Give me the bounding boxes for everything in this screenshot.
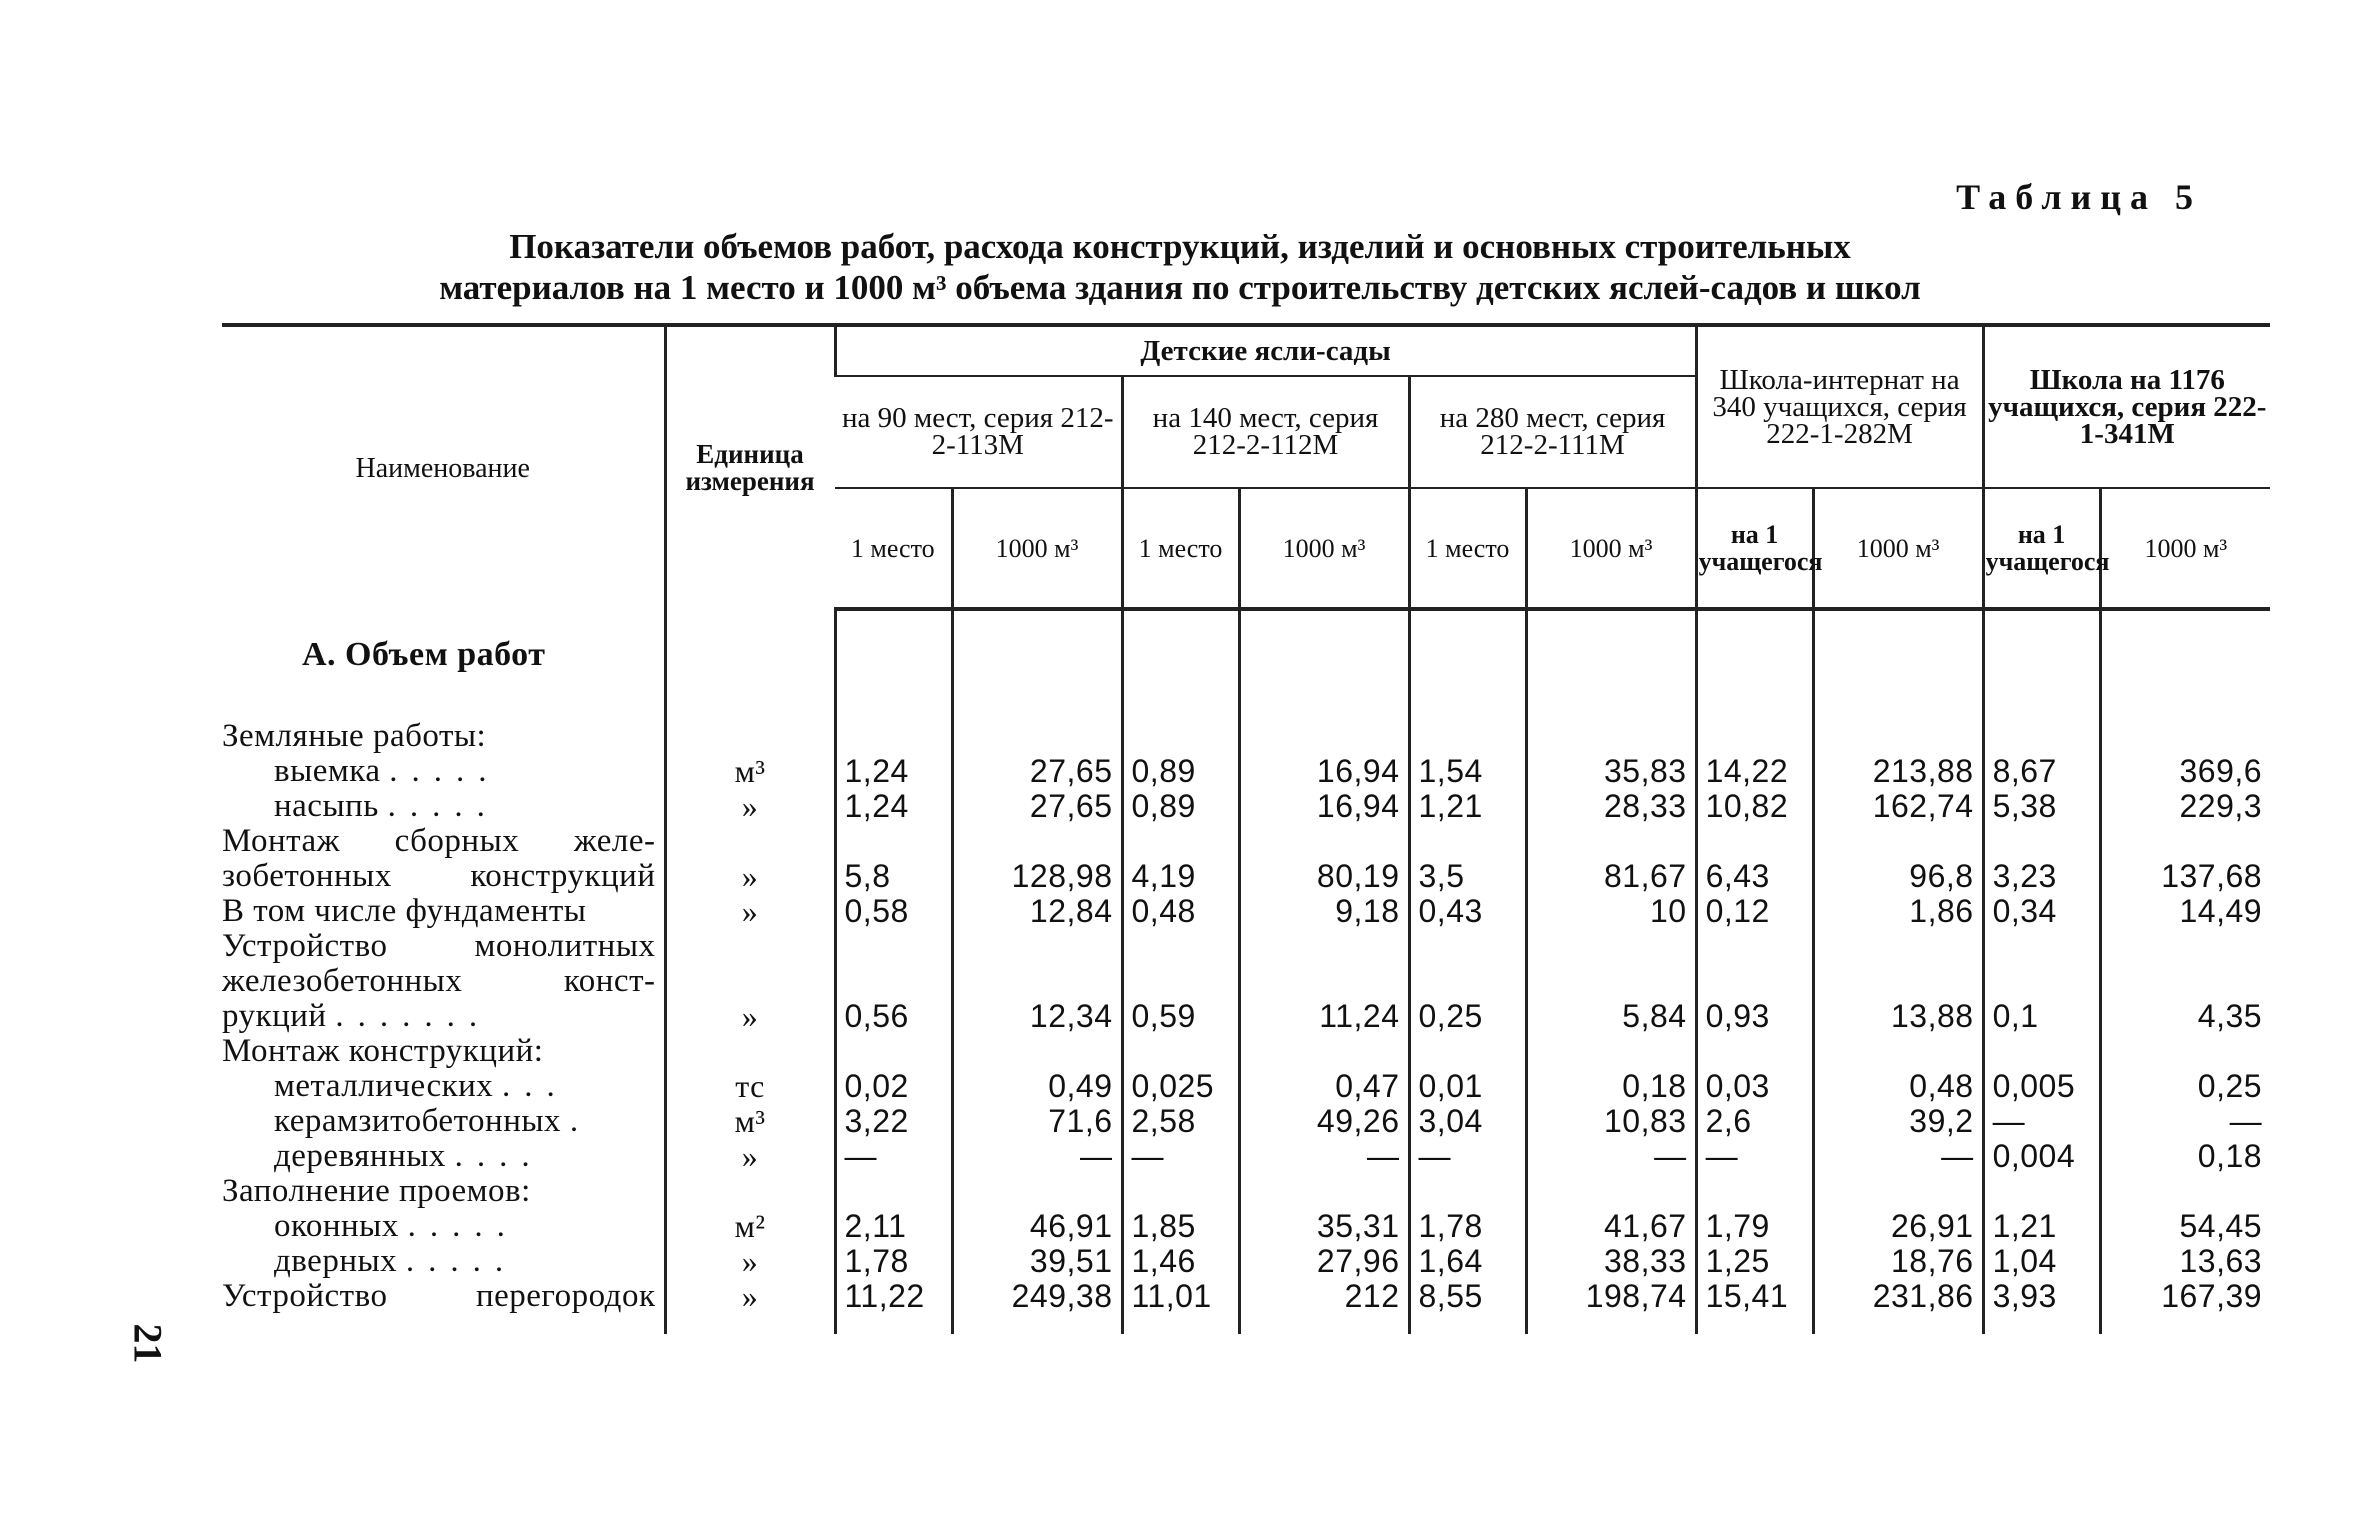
- row-unit: »: [665, 894, 835, 929]
- header-per-1000: 1000 м³: [2100, 488, 2270, 609]
- header-kg-280: на 280 мест, серия 212-2-111М: [1409, 376, 1696, 488]
- header-per-place: 1 место: [1409, 488, 1526, 609]
- table-cell: 12,34: [952, 999, 1122, 1034]
- table-row: [222, 964, 2270, 999]
- row-group-label: Земляные работы:: [222, 718, 487, 754]
- table-cell: 137,68: [2100, 859, 2270, 894]
- title-line-2: материалов на 1 место и 1000 м³ объема здания по строительству детских яслей-садов и школ: [439, 268, 1921, 307]
- header-school: Школа на 1176 учащихся, серия 222-1-341М: [1983, 325, 2270, 488]
- table-cell: 14,49: [2100, 894, 2270, 929]
- row-label: керамзитобетонных .: [274, 1103, 593, 1139]
- table-cell: 0,93: [1696, 999, 1813, 1034]
- table-label: Таблица 5: [1956, 177, 2202, 217]
- header-per-1000: 1000 м³: [1813, 488, 1983, 609]
- row-label: рукций .......: [222, 998, 492, 1034]
- table-cell: 162,74: [1813, 789, 1983, 824]
- table-cell: —: [1409, 1139, 1526, 1174]
- table-cell: 0,18: [2100, 1139, 2270, 1174]
- row-label: деревянных ....: [274, 1138, 544, 1174]
- table-cell: 71,6: [952, 1104, 1122, 1139]
- table-cell: 0,004: [1983, 1139, 2100, 1174]
- header-per-pupil: на 1 учащегося: [1983, 488, 2100, 609]
- table-cell: 1,78: [1409, 1209, 1526, 1244]
- table-cell: 0,01: [1409, 1069, 1526, 1104]
- table-cell: 0,89: [1122, 789, 1239, 824]
- table-cell: —: [1122, 1139, 1239, 1174]
- table-cell: 212: [1239, 1279, 1409, 1314]
- table-cell: 28,33: [1526, 789, 1696, 824]
- table-row: [222, 999, 2270, 1034]
- leader-dots: ...: [502, 1068, 569, 1104]
- table-cell: 249,38: [952, 1279, 1122, 1314]
- table-title: [230, 226, 2130, 308]
- table-cell: 8,67: [1983, 754, 2100, 789]
- table-cell: 3,22: [835, 1104, 952, 1139]
- table-cell: 13,63: [2100, 1244, 2270, 1279]
- table-cell: 11,24: [1239, 999, 1409, 1034]
- table-cell: 1,04: [1983, 1244, 2100, 1279]
- row-unit: »: [665, 1244, 835, 1279]
- row-label: железобетонных конст-: [222, 963, 656, 999]
- table-cell: 2,11: [835, 1209, 952, 1244]
- table-cell: 1,78: [835, 1244, 952, 1279]
- table-cell: 198,74: [1526, 1279, 1696, 1314]
- data-table: [222, 323, 2270, 1334]
- table-cell: 35,31: [1239, 1209, 1409, 1244]
- table-cell: 5,84: [1526, 999, 1696, 1034]
- table-cell: 3,04: [1409, 1104, 1526, 1139]
- table-cell: 0,47: [1239, 1069, 1409, 1104]
- table-cell: 46,91: [952, 1209, 1122, 1244]
- header-per-place: 1 место: [835, 488, 952, 609]
- table-cell: 213,88: [1813, 754, 1983, 789]
- table-cell: 1,86: [1813, 894, 1983, 929]
- table-cell: 0,1: [1983, 999, 2100, 1034]
- row-unit: »: [665, 1279, 835, 1314]
- table-cell: 3,23: [1983, 859, 2100, 894]
- table-cell: —: [952, 1139, 1122, 1174]
- table-cell: 16,94: [1239, 789, 1409, 824]
- row-unit: м³: [665, 754, 835, 789]
- table-cell: 0,48: [1813, 1069, 1983, 1104]
- table-cell: 0,025: [1122, 1069, 1239, 1104]
- table-row: [222, 1139, 2270, 1174]
- table-row: [222, 1174, 2270, 1209]
- row-group-label: Заполнение проемов:: [222, 1173, 531, 1209]
- table-cell: 3,5: [1409, 859, 1526, 894]
- table-cell: 96,8: [1813, 859, 1983, 894]
- table-cell: 11,01: [1122, 1279, 1239, 1314]
- table-cell: 2,6: [1696, 1104, 1813, 1139]
- table-cell: 5,8: [835, 859, 952, 894]
- leader-dots: .....: [387, 788, 499, 824]
- table-cell: 369,6: [2100, 754, 2270, 789]
- table-cell: 0,89: [1122, 754, 1239, 789]
- table-cell: —: [1983, 1104, 2100, 1139]
- row-label: выемка .....: [274, 753, 501, 789]
- table-cell: 41,67: [1526, 1209, 1696, 1244]
- table-row: [222, 894, 2270, 929]
- table-cell: 11,22: [835, 1279, 952, 1314]
- leader-dots: ....: [454, 1138, 544, 1174]
- table-row: [222, 789, 2270, 824]
- row-unit: »: [665, 789, 835, 824]
- header-per-1000: 1000 м³: [1526, 488, 1696, 609]
- table-cell: 0,56: [835, 999, 952, 1034]
- table-cell: 16,94: [1239, 754, 1409, 789]
- table-cell: —: [1813, 1139, 1983, 1174]
- header-kg-140: на 140 мест, серия 212-2-112М: [1122, 376, 1409, 488]
- leader-dots: .....: [407, 1208, 519, 1244]
- header-boarding-school: Школа-интернат на 340 учащихся, серия 222-1-282М: [1696, 325, 1983, 488]
- row-label: Монтаж сборных желе-: [222, 823, 656, 859]
- row-label: оконных .....: [274, 1208, 519, 1244]
- header-kindergartens: Детские ясли-сады: [835, 325, 1696, 376]
- leader-dots: .....: [405, 1243, 518, 1279]
- header-per-1000: 1000 м³: [952, 488, 1122, 609]
- row-label: Устройство перегородок: [222, 1278, 656, 1314]
- table-cell: 10,82: [1696, 789, 1813, 824]
- table-cell: 13,88: [1813, 999, 1983, 1034]
- table-cell: 0,18: [1526, 1069, 1696, 1104]
- table-cell: —: [2100, 1104, 2270, 1139]
- table-row: [222, 719, 2270, 754]
- table-cell: 167,39: [2100, 1279, 2270, 1314]
- table-cell: 0,005: [1983, 1069, 2100, 1104]
- table-cell: 39,2: [1813, 1104, 1983, 1139]
- table-cell: 39,51: [952, 1244, 1122, 1279]
- header-per-1000: 1000 м³: [1239, 488, 1409, 609]
- table-cell: 38,33: [1526, 1244, 1696, 1279]
- table-cell: 6,43: [1696, 859, 1813, 894]
- table-cell: 1,24: [835, 789, 952, 824]
- table-cell: 1,54: [1409, 754, 1526, 789]
- table-cell: 49,26: [1239, 1104, 1409, 1139]
- table-row: [222, 1244, 2270, 1279]
- leader-dots: .....: [389, 753, 501, 789]
- table-row: [222, 754, 2270, 789]
- row-unit: м³: [665, 1104, 835, 1139]
- table-row: [222, 1279, 2270, 1314]
- table-cell: 15,41: [1696, 1279, 1813, 1314]
- table-cell: 8,55: [1409, 1279, 1526, 1314]
- table-cell: 4,19: [1122, 859, 1239, 894]
- table-cell: 18,76: [1813, 1244, 1983, 1279]
- table-cell: 12,84: [952, 894, 1122, 929]
- table-cell: —: [1239, 1139, 1409, 1174]
- table-cell: 0,58: [835, 894, 952, 929]
- table-cell: 2,58: [1122, 1104, 1239, 1139]
- table-cell: 1,79: [1696, 1209, 1813, 1244]
- row-label: зобетонных конструкций: [222, 858, 656, 894]
- header-per-place: 1 место: [1122, 488, 1239, 609]
- table-cell: 0,48: [1122, 894, 1239, 929]
- table-cell: 229,3: [2100, 789, 2270, 824]
- table-cell: 0,34: [1983, 894, 2100, 929]
- table-cell: 26,91: [1813, 1209, 1983, 1244]
- table-cell: 80,19: [1239, 859, 1409, 894]
- table-cell: 128,98: [952, 859, 1122, 894]
- table-cell: 1,21: [1409, 789, 1526, 824]
- table-cell: 54,45: [2100, 1209, 2270, 1244]
- table-cell: 9,18: [1239, 894, 1409, 929]
- table-row: [222, 1069, 2270, 1104]
- header-unit: Единица измерения: [665, 325, 835, 609]
- table-cell: 1,46: [1122, 1244, 1239, 1279]
- table-row: [222, 824, 2270, 859]
- title-line-1: Показатели объемов работ, расхода конструкций, изделий и основных строительных: [509, 227, 1851, 266]
- page-number: 21: [125, 1323, 171, 1364]
- table-row: [222, 1104, 2270, 1139]
- table-cell: 14,22: [1696, 754, 1813, 789]
- row-unit: м²: [665, 1209, 835, 1244]
- table-cell: 10: [1526, 894, 1696, 929]
- table-cell: 81,67: [1526, 859, 1696, 894]
- row-unit: »: [665, 1139, 835, 1174]
- row-label: В том числе фундаменты: [222, 893, 587, 929]
- table-cell: 1,64: [1409, 1244, 1526, 1279]
- row-label: дверных .....: [274, 1243, 518, 1279]
- section-title: А. Объем работ: [302, 635, 546, 673]
- table-cell: —: [1696, 1139, 1813, 1174]
- table-cell: 1,24: [835, 754, 952, 789]
- table-row: [222, 859, 2270, 894]
- table-row: [222, 929, 2270, 964]
- table-cell: 27,65: [952, 754, 1122, 789]
- table-cell: 0,49: [952, 1069, 1122, 1104]
- table-cell: 231,86: [1813, 1279, 1983, 1314]
- row-label: Устройство монолитных: [222, 928, 656, 964]
- header-per-pupil: на 1 учащегося: [1696, 488, 1813, 609]
- row-unit: »: [665, 999, 835, 1034]
- header-kg-90: на 90 мест, серия 212-2-113М: [835, 376, 1122, 488]
- table-cell: 10,83: [1526, 1104, 1696, 1139]
- table-cell: 0,25: [2100, 1069, 2270, 1104]
- table-cell: 4,35: [2100, 999, 2270, 1034]
- row-label: металлических ...: [274, 1068, 569, 1104]
- table-cell: —: [835, 1139, 952, 1174]
- table-cell: 35,83: [1526, 754, 1696, 789]
- table-cell: 27,96: [1239, 1244, 1409, 1279]
- table-cell: 0,12: [1696, 894, 1813, 929]
- table-cell: 3,93: [1983, 1279, 2100, 1314]
- header-name: Наименование: [222, 325, 665, 609]
- table-cell: 0,03: [1696, 1069, 1813, 1104]
- table-cell: 27,65: [952, 789, 1122, 824]
- table-cell: 0,25: [1409, 999, 1526, 1034]
- table-row: [222, 1209, 2270, 1244]
- table-cell: —: [1526, 1139, 1696, 1174]
- table-cell: 0,59: [1122, 999, 1239, 1034]
- row-unit: тс: [665, 1069, 835, 1104]
- table-cell: 0,02: [835, 1069, 952, 1104]
- table-row: [222, 1034, 2270, 1069]
- row-unit: »: [665, 859, 835, 894]
- leader-dots: .: [569, 1103, 593, 1139]
- leader-dots: .......: [335, 998, 492, 1034]
- table-cell: 5,38: [1983, 789, 2100, 824]
- row-label: насыпь .....: [274, 788, 499, 824]
- table-cell: 1,21: [1983, 1209, 2100, 1244]
- table-cell: 1,85: [1122, 1209, 1239, 1244]
- row-group-label: Монтаж конструкций:: [222, 1033, 544, 1069]
- table-cell: 0,43: [1409, 894, 1526, 929]
- table-cell: 1,25: [1696, 1244, 1813, 1279]
